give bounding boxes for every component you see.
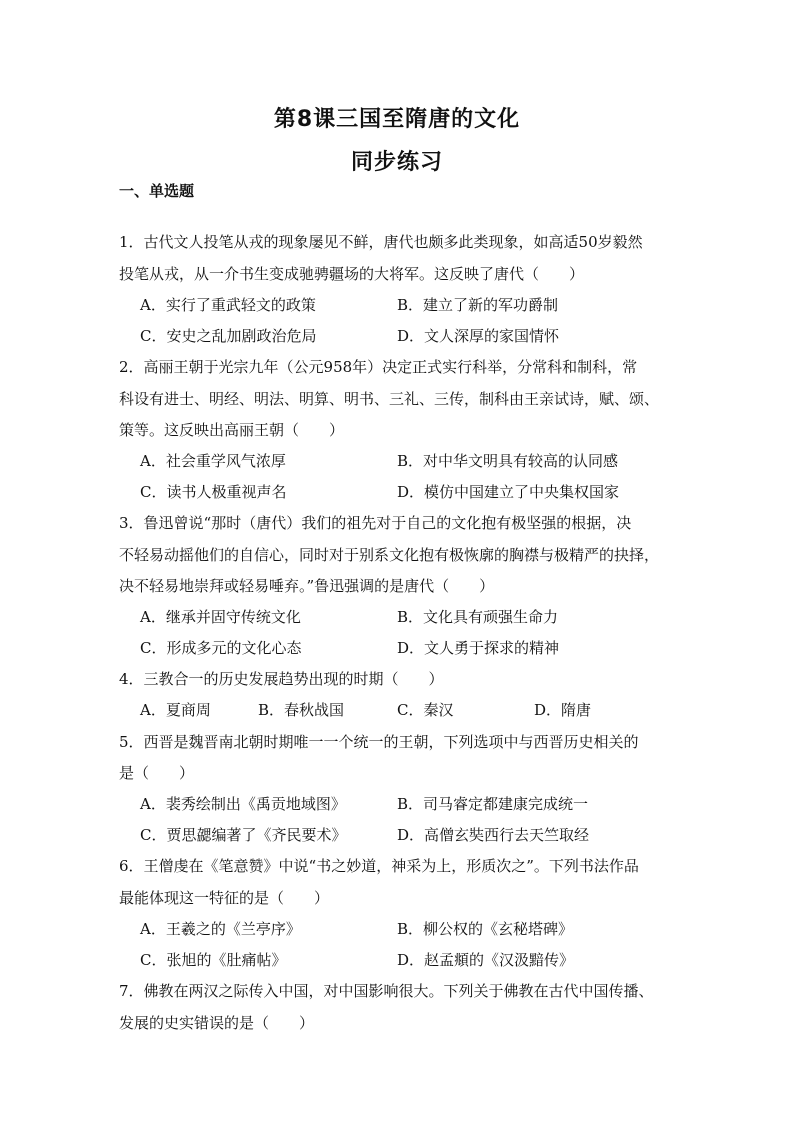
question-1-option-a: A．实行了重武轻文的政策 <box>140 296 316 314</box>
question-2-line-1: 2．高丽王朝于光宗九年（公元958年）决定正式实行科举，分常科和制科，常 <box>119 358 638 376</box>
question-6-option-a: A．王羲之的《兰亭序》 <box>140 920 301 938</box>
question-6-option-b: B．柳公权的《玄秘塔碑》 <box>397 920 574 938</box>
question-1-option-c: C．安史之乱加剧政治危局 <box>140 327 317 345</box>
question-2-option-d: D．模仿中国建立了中央集权国家 <box>397 483 620 501</box>
question-4-option-a: A．夏商周 <box>140 701 211 719</box>
question-3-line-1: 3．鲁迅曾说“那时（唐代）我们的祖先对于自己的文化抱有极坚强的根据，决 <box>119 514 632 532</box>
page-subtitle: 同步练习 <box>350 150 443 175</box>
question-2-line-3: 策等。这反映出高丽王朝（ ） <box>119 421 345 439</box>
question-4-option-c: C．秦汉 <box>397 701 454 719</box>
question-1-line-2: 投笔从戎，从一介书生变成驰骋疆场的大将军。这反映了唐代（ ） <box>119 265 585 283</box>
question-3-option-d: D．文人勇于探求的精神 <box>397 639 560 657</box>
question-1-option-d: D．文人深厚的家国情怀 <box>397 327 560 345</box>
question-5-option-a: A．裴秀绘制出《禹贡地域图》 <box>140 795 346 813</box>
question-6-line-1: 6．王僧虔在《笔意赞》中说“书之妙道，神采为上，形质次之”。下列书法作品 <box>119 857 639 875</box>
question-5-option-b: B．司马睿定都建康完成统一 <box>397 795 589 813</box>
question-3-line-2: 不轻易动摇他们的自信心，同时对于别系文化抱有极恢廓的胸襟与极精严的抉择， <box>119 546 660 564</box>
question-1-line-1: 1．古代文人投笔从戎的现象屡见不鲜，唐代也颇多此类现象，如高适50岁毅然 <box>119 233 643 251</box>
question-3-option-b: B．文化具有顽强生命力 <box>397 608 559 626</box>
question-4-line-1: 4．三教合一的历史发展趋势出现的时期（ ） <box>119 670 444 688</box>
question-7-line-2: 发展的史实错误的是（ ） <box>119 1014 315 1032</box>
page-title: 第8课三国至隋唐的文化 <box>273 107 521 132</box>
question-6-option-d: D．赵孟頫的《汉汲黯传》 <box>397 951 575 969</box>
question-3-line-3: 决不轻易地崇拜或轻易唾弃。”鲁迅强调的是唐代（ ） <box>119 577 495 595</box>
question-7-line-1: 7．佛教在两汉之际传入中国，对中国影响很大。下列关于佛教在古代中国传播、 <box>119 982 654 1000</box>
question-5-line-1: 5．西晋是魏晋南北朝时期唯一一个统一的王朝，下列选项中与西晋历史相关的 <box>119 733 639 751</box>
question-5-option-c: C．贾思勰编著了《齐民要术》 <box>140 826 347 844</box>
question-3-option-c: C．形成多元的文化心态 <box>140 639 302 657</box>
question-1-option-b: B．建立了新的军功爵制 <box>397 296 559 314</box>
question-5-option-d: D．高僧玄奘西行去天竺取经 <box>397 826 590 844</box>
question-6-line-2: 最能体现这一特征的是（ ） <box>119 889 330 907</box>
section-heading: 一、单选题 <box>119 182 195 200</box>
question-5-line-2: 是（ ） <box>119 764 195 782</box>
question-2-option-a: A．社会重学风气浓厚 <box>140 452 286 470</box>
question-2-option-c: C．读书人极重视声名 <box>140 483 287 501</box>
question-4-option-d: D．隋唐 <box>534 701 592 719</box>
question-2-option-b: B．对中华文明具有较高的认同感 <box>397 452 619 470</box>
question-4-option-b: B．春秋战国 <box>258 701 345 719</box>
question-6-option-c: C．张旭的《肚痛帖》 <box>140 951 287 969</box>
question-3-option-a: A．继承并固守传统文化 <box>140 608 301 626</box>
question-2-line-2: 科设有进士、明经、明法、明算、明书、三礼、三传，制科由王亲试诗，赋、颂、 <box>119 390 660 408</box>
